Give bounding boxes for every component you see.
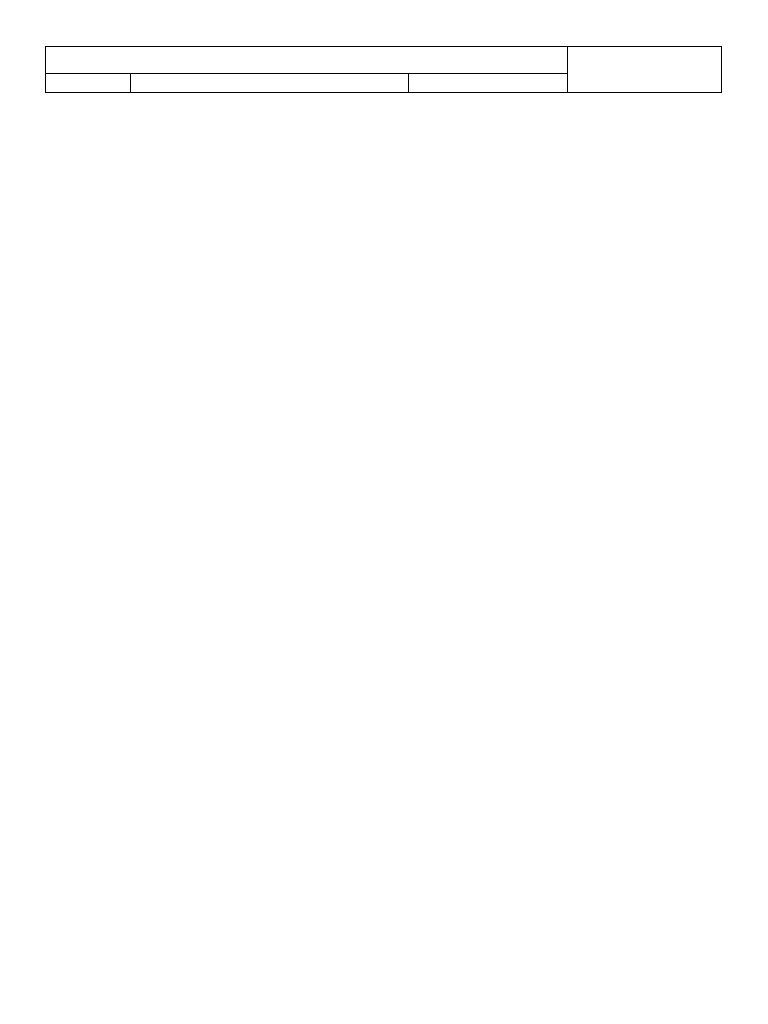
header-box [45,46,722,93]
score-divider [567,47,568,92]
date-divider [408,73,409,92]
class-divider [130,73,131,92]
name-row-divider [46,73,567,74]
